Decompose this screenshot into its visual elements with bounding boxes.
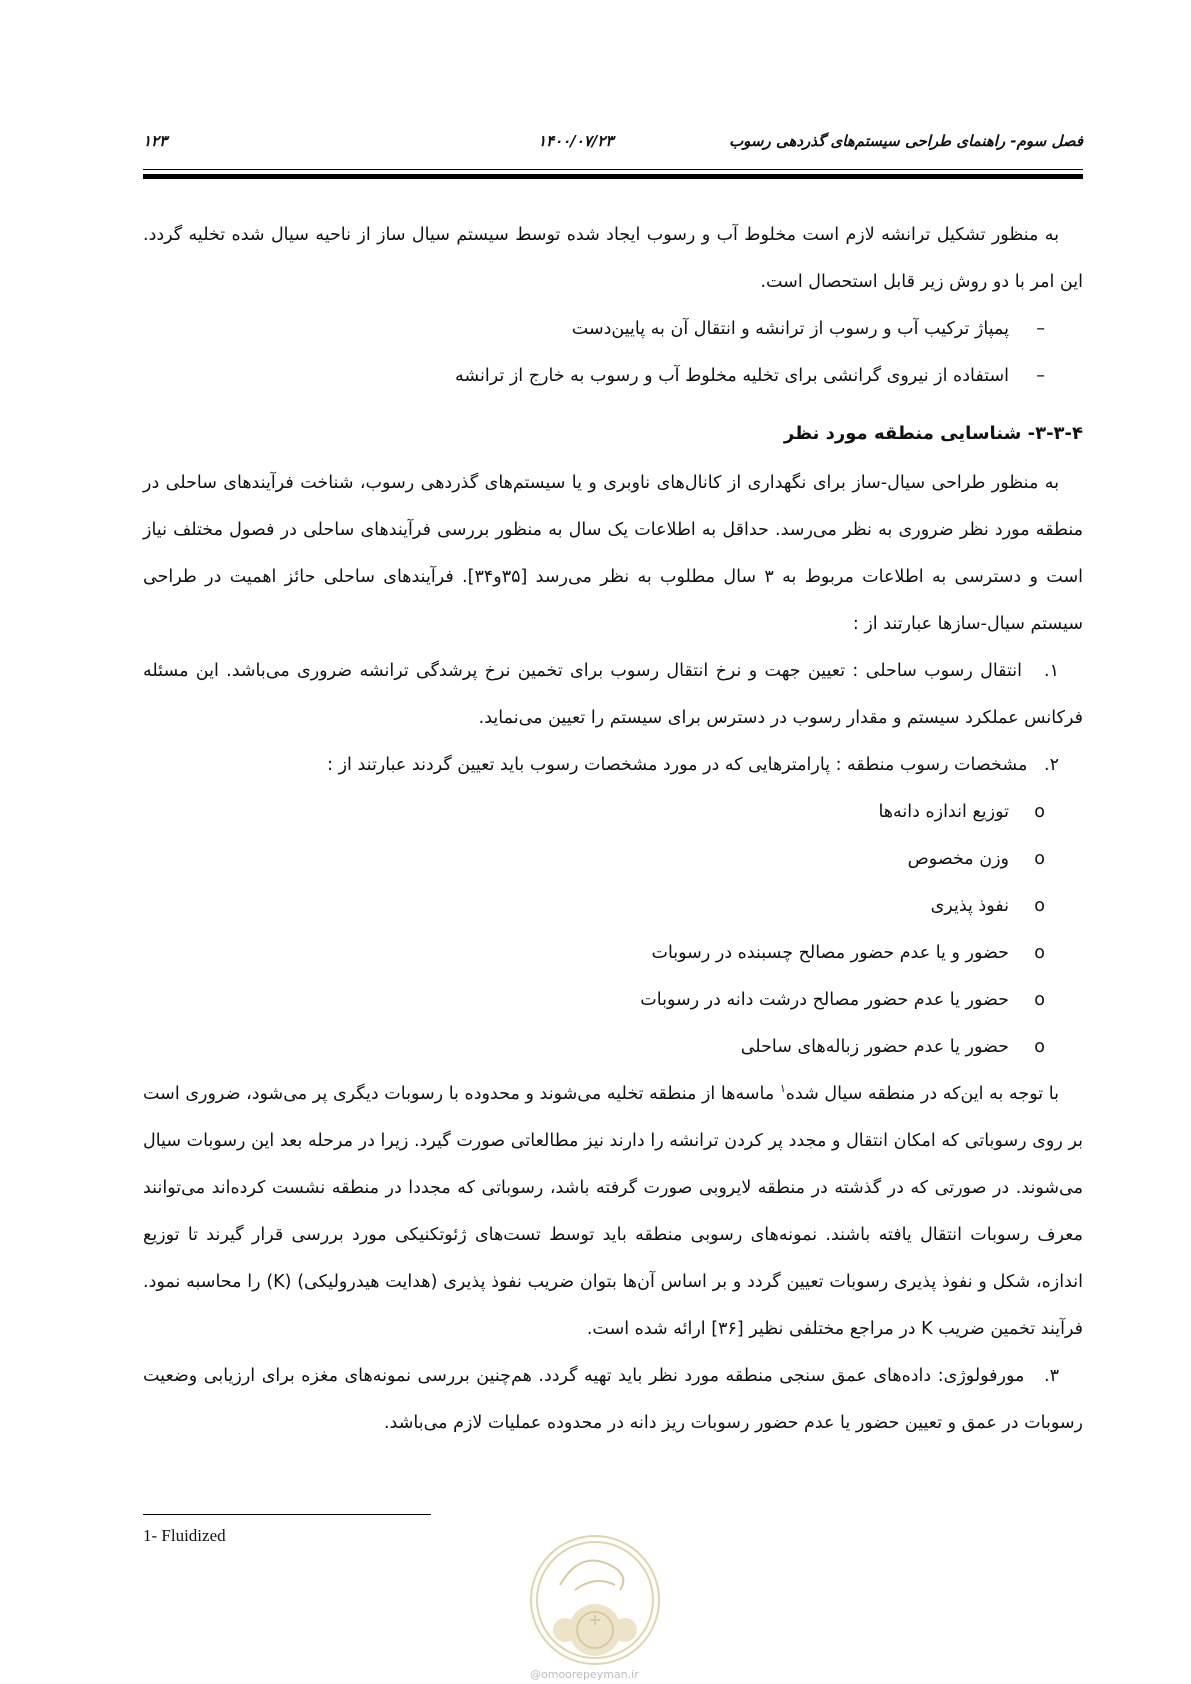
- numbered-item-2: [143, 742, 1083, 789]
- watermark-logo-icon: [520, 1530, 670, 1684]
- footnote-text: 1- Fluidized: [143, 1526, 226, 1545]
- list-item-text: حضور یا عدم حضور مصالح درشت دانه در رسوبات: [640, 990, 1009, 1010]
- list-item: [143, 930, 1083, 977]
- header-date: ۱۴۰۰/۰۷/۲۳: [538, 132, 614, 150]
- item-number: ۳.: [1044, 1366, 1059, 1386]
- numbered-item-3: [143, 1353, 1083, 1447]
- list-item-text: نفوذ پذیری: [930, 896, 1009, 916]
- circle-marker: o: [1034, 943, 1045, 963]
- section-heading: ۳-۳-۴- شناسایی منطقه مورد نظر: [783, 423, 1083, 444]
- section-paragraph: به منظور طراحی سیال-ساز برای نگهداری از کانال‌های ناوبری و یا سیستم‌های گذردهی رسوب، شناخت فرآیندهای ساحلی در منطقه مورد نظر ضروری به نظر می‌رسد. حداقل به اطلاعات یک سال به منظور بررسی فرآیندهای ساحلی در فصول مختلف نیاز است و دسترسی به اطلاعات مربوط به ۳ سال مطلوب به نظر می‌رسد [۳۵و۳۴]. فرآیندهای ساحلی حائز اهمیت در طراحی سیستم سیال-سازها عبارتند از :: [143, 473, 1083, 634]
- item-number: ۱.: [1044, 661, 1059, 681]
- list-item-text: پمپاژ ترکیب آب و رسوب از ترانشه و انتقال آن به پایین‌دست: [571, 319, 1009, 339]
- fluidized-paragraph: [143, 1071, 1083, 1353]
- circle-marker: o: [1034, 896, 1045, 916]
- item-text: مشخصات رسوب منطقه : پارامترهایی که در مورد مشخصات رسوب باید تعیین گردند عبارتند از :: [327, 755, 1028, 775]
- item-text: مورفولوژی: داده‌های عمق سنجی منطقه مورد نظر باید تهیه گردد. هم‌چنین بررسی نمونه‌های مغزه برای ارزیابی وضعیت رسوبات در عمق و تعیین حضور یا عدم حضور رسوبات ریز دانه در محدوده عملیات لازم می‌باشد.: [143, 1366, 1083, 1433]
- list-item: [143, 353, 1083, 400]
- list-item-text: استفاده از نیروی گرانشی برای تخلیه مخلوط آب و رسوب به خارج از ترانشه: [455, 366, 1009, 386]
- circle-marker: o: [1034, 990, 1045, 1010]
- list-item: [143, 1024, 1083, 1071]
- list-item-text: توزیع اندازه دانه‌ها: [878, 802, 1009, 822]
- dash-marker: –: [1036, 366, 1045, 386]
- footnote-rule: [143, 1514, 431, 1515]
- numbered-item-1: [143, 648, 1083, 742]
- circle-marker: o: [1034, 849, 1045, 869]
- circle-marker: o: [1034, 802, 1045, 822]
- list-item: [143, 977, 1083, 1024]
- item-text: انتقال رسوب ساحلی : تعیین جهت و نرخ انتقال رسوب برای تخمین نرخ پرشدگی ترانشه ضروری می‌باشد. این مسئله فرکانس عملکرد سیستم و مقدار رسوب در دسترس برای سیستم را تعیین می‌نماید.: [143, 661, 1083, 728]
- paragraph-text: ماسه‌ها از منطقه تخلیه می‌شوند و محدوده با رسوبات دیگری پر می‌شود، ضروری است بر روی رسوباتی که امکان انتقال و مجدد پر کردن ترانشه را دارند نیز مطالعاتی صورت گیرد. زیرا در مرحله بعد این رسوبات سیال می‌شوند. در صورتی که در گذشته در منطقه لایروبی صورت گرفته باشد، رسوباتی که مجددا در منطقه نشست کرده‌اند می‌توانند معرف رسوبات انتقال یافته باشند. نمونه‌های رسوبی منطقه باید توسط تست‌های ژئوتکنیکی مورد بررسی قرار گیرند تا توزیع اندازه، شکل و نفوذ پذیری رسوبات تعیین گردد و بر اساس آن‌ها بتوان ضریب نفوذ پذیری (هدایت هیدرولیکی) (K) را محاسبه نمود. فرآیند تخمین ضریب K در مراجع مختلفی نظیر [۳۶] ارائه شده است.: [143, 1084, 1083, 1339]
- list-item: [143, 836, 1083, 883]
- chapter-title: فصل سوم- راهنمای طراحی سیستم‌های گذردهی رسوب: [729, 132, 1083, 150]
- intro-paragraph: به منظور تشکیل ترانشه لازم است مخلوط آب و رسوب ایجاد شده توسط سیستم سیال ساز از ناحیه سیال شده تخلیه گردد. این امر با دو روش زیر قابل استحصال است.: [143, 225, 1083, 292]
- header-rule-thick: [143, 174, 1083, 179]
- list-item-text: حضور یا عدم حضور زباله‌های ساحلی: [740, 1037, 1009, 1057]
- list-item-text: حضور و یا عدم حضور مصالح چسبنده در رسوبات: [651, 943, 1009, 963]
- dash-marker: –: [1036, 319, 1045, 339]
- paragraph-text: با توجه به این‌که در منطقه سیال شده: [785, 1084, 1059, 1104]
- list-item-text: وزن مخصوص: [907, 849, 1009, 869]
- page-header: [143, 128, 1083, 158]
- circle-marker: o: [1034, 1037, 1045, 1057]
- list-item: [143, 306, 1083, 353]
- header-rule-thin: [143, 169, 1083, 170]
- list-item: [143, 789, 1083, 836]
- item-number: ۲.: [1044, 755, 1059, 775]
- page-number: ۱۲۳: [143, 132, 168, 150]
- watermark-caption: @omoorepeyman.ir: [530, 1668, 639, 1681]
- document-body: [143, 212, 1083, 1447]
- list-item: [143, 883, 1083, 930]
- footnote-reference: ۱: [779, 1082, 786, 1096]
